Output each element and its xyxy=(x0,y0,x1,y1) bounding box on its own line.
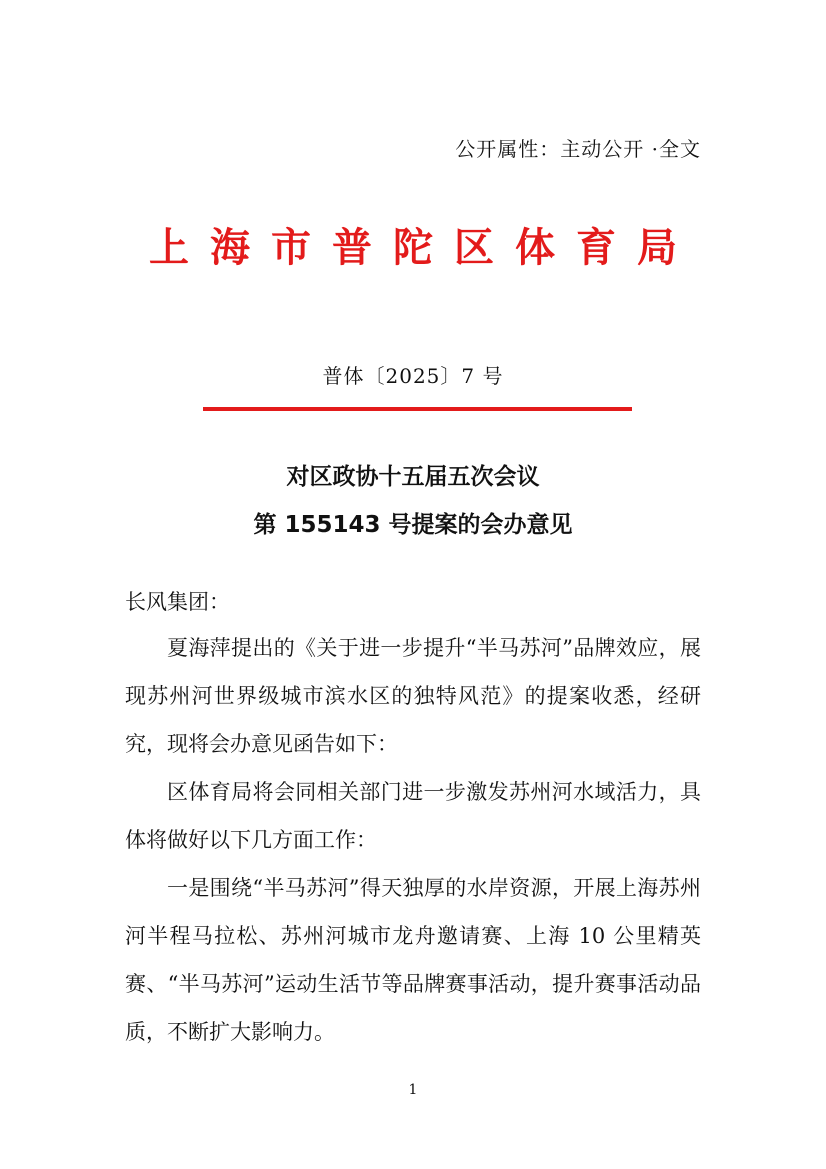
document-title-line-1: 对区政协十五届五次会议 xyxy=(286,464,540,490)
disclosure-attribute: 公开属性：主动公开 ·全文 xyxy=(455,137,701,161)
body-paragraph: 区体育局将会同相关部门进一步激发苏州河水域活力，具体将做好以下几方面工作： xyxy=(125,780,701,852)
agency-header: 上海市普陀区体育局 xyxy=(149,224,698,271)
body-paragraph: 一是围绕“半马苏河”得天独厚的水岸资源，开展上海苏州河半程马拉松、苏州河城市龙舟邀请赛、上海 10 公里精英赛、“半马苏河”运动生活节等品牌赛事活动，提升赛事活动品质，不断扩大影响力。 xyxy=(125,876,701,1044)
page-number: 1 xyxy=(408,1082,418,1098)
red-divider-line xyxy=(203,407,632,411)
document-title-line-2: 第 155143 号提案的会办意见 xyxy=(253,512,573,538)
document-number: 普体〔2025〕7 号 xyxy=(322,364,504,388)
salutation: 长风集团： xyxy=(125,590,230,614)
body-paragraph: 夏海萍提出的《关于进一步提升“半马苏河”品牌效应，展现苏州河世界级城市滨水区的独特风范》的提案收悉，经研究，现将会办意见函告如下： xyxy=(125,636,701,756)
